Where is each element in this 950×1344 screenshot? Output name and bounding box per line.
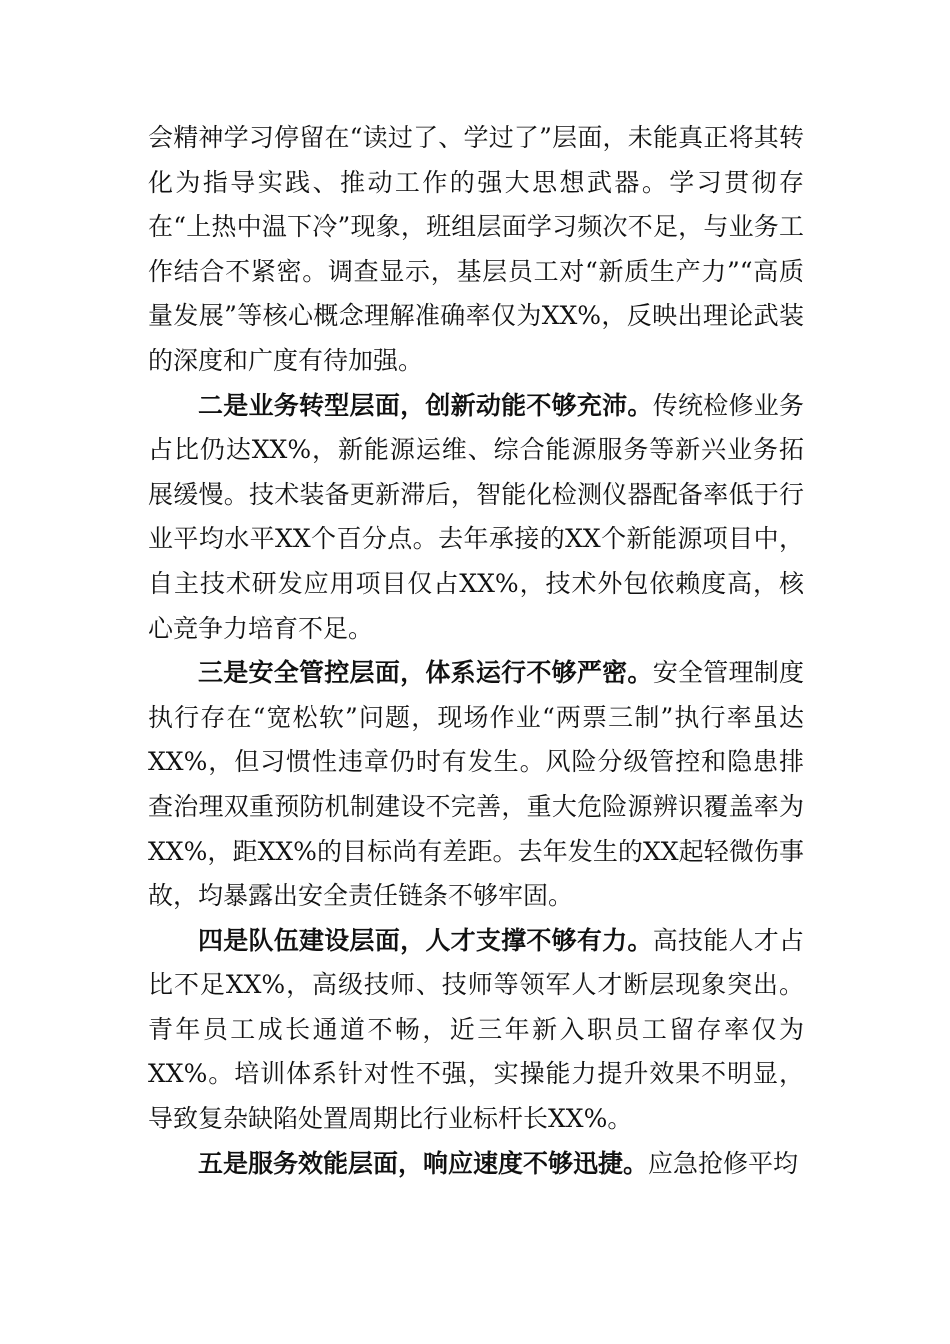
paragraph-theory-study-continued: [148, 116, 804, 384]
paragraph-lead-heading: 五是服务效能层面，响应速度不够迅捷。: [198, 1148, 649, 1178]
document-body: [148, 116, 804, 1186]
paragraph-safety-control: [148, 651, 804, 919]
paragraph-text: 安全管理制度执行存在“宽松软”问题，现场作业“两票三制”执行率虽达XX%，但习惯性违章仍时有发生。风险分级管控和隐患排查治理双重预防机制建设不完善，重大危险源辨识覆盖率为XX%，距XX%的目标尚有差距。去年发生的XX起轻微伤事故，均暴露出安全责任链条不够牢固。: [148, 658, 804, 911]
paragraph-service-efficiency: [148, 1142, 804, 1187]
paragraph-text: 高技能人才占比不足XX%，高级技师、技师等领军人才断层现象突出。青年员工成长通道不畅，近三年新入职员工留存率仅为XX%。培训体系针对性不强，实操能力提升效果不明显，导致复杂缺陷处置周期比行业标杆长XX%。: [148, 925, 804, 1134]
paragraph-lead-heading: 四是队伍建设层面，人才支撑不够有力。: [198, 925, 653, 955]
paragraph-lead-heading: 三是安全管控层面，体系运行不够严密。: [198, 658, 653, 688]
paragraph-lead-heading: 二是业务转型层面，创新动能不够充沛。: [198, 390, 653, 420]
paragraph-business-transformation: [148, 384, 804, 652]
paragraph-text: 应急抢修平均: [648, 1148, 799, 1178]
paragraph-text: 传统检修业务占比仍达XX%，新能源运维、综合能源服务等新兴业务拓展缓慢。技术装备更新滞后，智能化检测仪器配备率低于行业平均水平XX个百分点。去年承接的XX个新能源项目中，自主技术研发应用项目仅占XX%，技术外包依赖度高，核心竞争力培育不足。: [148, 390, 804, 643]
paragraph-text: 会精神学习停留在“读过了、学过了”层面，未能真正将其转化为指导实践、推动工作的强大思想武器。学习贯彻存在“上热中温下冷”现象，班组层面学习频次不足，与业务工作结合不紧密。调查显示，基层员工对“新质生产力”“高质量发展”等核心概念理解准确率仅为XX%，反映出理论武装的深度和广度有待加强。: [148, 123, 804, 375]
paragraph-team-building: [148, 919, 804, 1142]
